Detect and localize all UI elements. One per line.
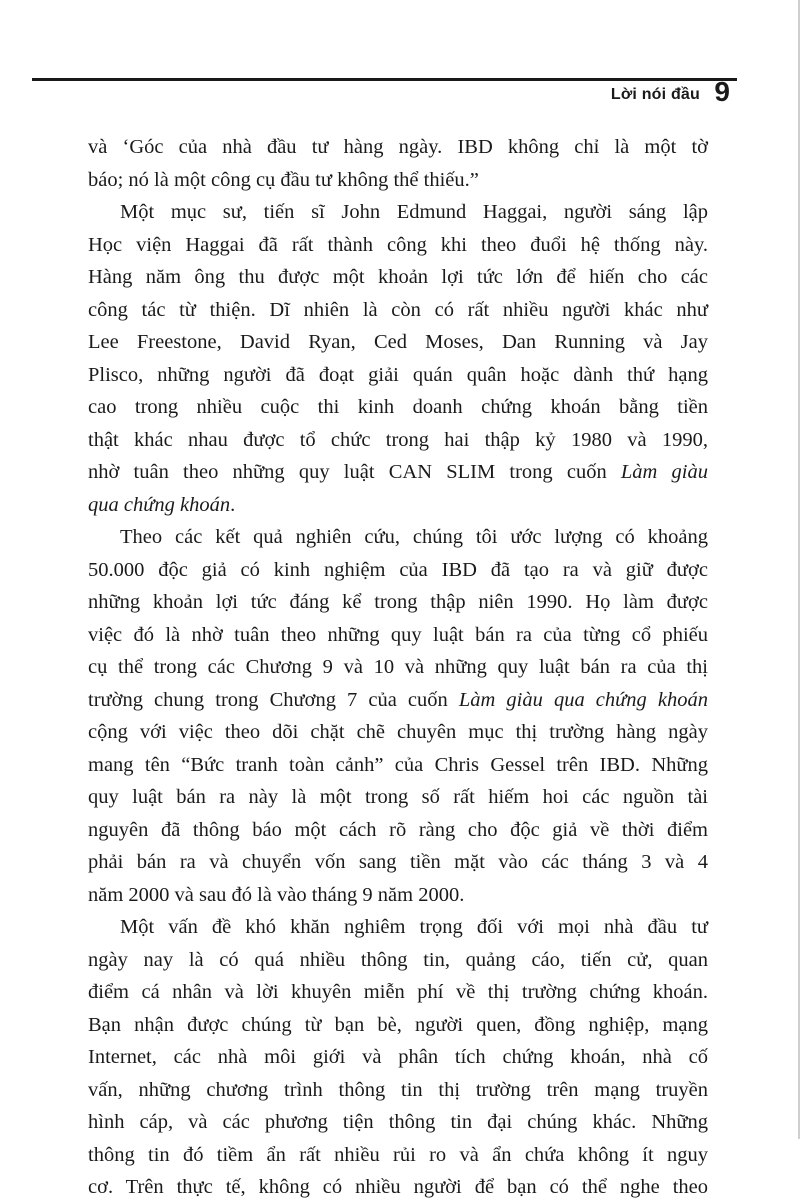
paragraph-line: báo; nó là một công cụ đầu tư không thể thiếu.”	[88, 168, 479, 191]
line-text: .	[230, 493, 236, 516]
paragraph-line: Theo các kết quả nghiên cứu, chúng tôi ước lượng có khoảng	[120, 526, 708, 548]
paragraph-line: mang tên “Bức tranh toàn cảnh” của Chris Gessel trên IBD. Những	[88, 753, 708, 776]
paragraph-line: năm 2000 và sau đó là vào tháng 9 năm 2000.	[88, 883, 465, 906]
paragraph-line: nguyên đã thông báo một cách rõ ràng cho độc giả về thời điểm	[88, 818, 708, 841]
paragraph-line: Internet, các nhà môi giới và phân tích chứng khoán, nhà cố	[88, 1046, 708, 1068]
paragraph-line: phải bán ra và chuyển vốn sang tiền mặt vào các tháng 3 và 4	[88, 851, 708, 873]
paragraph-line: quy luật bán ra này là một trong số rất hiếm hoi các nguồn tài	[88, 786, 708, 808]
paragraph-line	[88, 489, 708, 522]
book-title: qua chứng khoán	[88, 493, 231, 516]
paragraph-line: ngày nay là có quá nhiều thông tin, quảng cáo, tiến cử, quan	[88, 948, 708, 971]
paragraph-line: vấn, những chương trình thông tin thị trường trên mạng truyền	[88, 1078, 708, 1101]
paragraph-line: Một vấn đề khó khăn nghiêm trọng đối với mọi nhà đầu tư	[120, 916, 708, 938]
paragraph-line: hình cáp, và các phương tiện thông tin đại chúng khác. Những	[88, 1111, 708, 1133]
paragraph-line: cụ thể trong các Chương 9 và 10 và những quy luật bán ra của thị	[88, 656, 708, 678]
paragraph-line: cơ. Trên thực tế, không có nhiều người để bạn có thể nghe theo	[88, 1176, 708, 1198]
paragraph-line: Học viện Haggai đã rất thành công khi theo đuổi hệ thống này.	[88, 233, 708, 256]
line-text: trường chung trong Chương 7 của cuốn	[88, 688, 459, 711]
paragraph-line: công tác từ thiện. Dĩ nhiên là còn có rất nhiều người khác như	[88, 298, 708, 321]
page-number: 9	[714, 76, 730, 107]
paragraph-line: điểm cá nhân và lời khuyên miễn phí về thị trường chứng khoán.	[88, 981, 708, 1003]
paragraph-line: thật khác nhau được tổ chức trong hai thập kỷ 1980 và 1990,	[88, 428, 708, 451]
body-text	[88, 131, 708, 1204]
paragraph-line: cao trong nhiều cuộc thi kinh doanh chứng khoán bằng tiền	[88, 396, 708, 418]
paragraph-line: Hàng năm ông thu được một khoản lợi tức lớn để hiến cho các	[88, 266, 708, 288]
paragraph-line: cộng với việc theo dõi chặt chẽ chuyên mục thị trường hàng ngày	[88, 721, 708, 743]
paragraph-line	[88, 684, 708, 717]
paragraph-line: 50.000 độc giả có kinh nghiệm của IBD đã tạo ra và giữ được	[88, 558, 708, 581]
paragraph-line: và ‘Góc của nhà đầu tư hàng ngày. IBD không chỉ là một tờ	[88, 136, 708, 158]
paragraph-line: Plisco, những người đã đoạt giải quán quân hoặc dành thứ hạng	[88, 363, 708, 386]
book-title: Làm giàu qua chứng khoán	[458, 688, 708, 711]
paragraph-line: Bạn nhận được chúng từ bạn bè, người quen, đồng nghiệp, mạng	[88, 1013, 708, 1036]
header-rule	[32, 78, 737, 81]
paragraph-line: Một mục sư, tiến sĩ John Edmund Haggai, người sáng lập	[120, 201, 708, 223]
paragraph-line	[88, 456, 708, 489]
paragraph-line: thông tin đó tiềm ẩn rất nhiều rủi ro và ẩn chứa không ít nguy	[88, 1143, 708, 1166]
running-header-title: Lời nói đầu	[610, 86, 700, 103]
paragraph-line: Lee Freestone, David Ryan, Ced Moses, Dan Running và Jay	[88, 331, 708, 353]
line-text: nhờ tuân theo những quy luật CAN SLIM trong cuốn	[88, 461, 621, 483]
paragraph-line: những khoản lợi tức đáng kể trong thập niên 1990. Họ làm được	[88, 591, 708, 613]
book-title: Làm giàu	[620, 461, 708, 483]
paragraph-line: việc đó là nhờ tuân theo những quy luật bán ra của từng cổ phiếu	[88, 623, 708, 646]
